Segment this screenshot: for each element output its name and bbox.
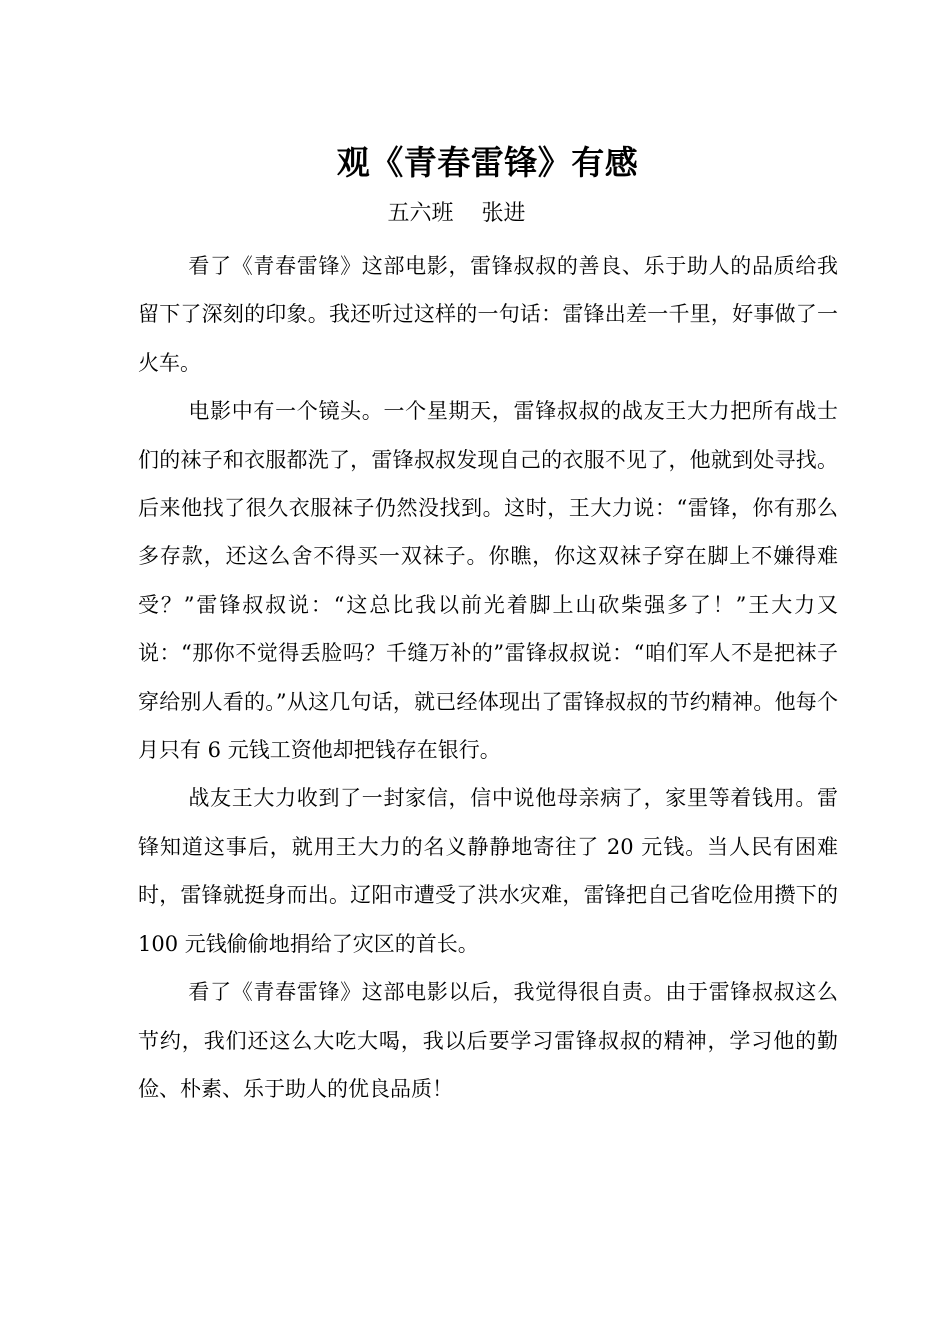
essay-body — [138, 242, 838, 1113]
paragraph-1: 看了《青春雷锋》这部电影，雷锋叔叔的善良、乐于助人的品质给我留下了深刻的印象。我还听过这样的一句话：雷锋出差一千里，好事做了一火车。 — [138, 254, 838, 375]
author-line: 五六班 张进 — [387, 201, 526, 226]
paragraph-3: 战友王大力收到了一封家信，信中说他母亲病了，家里等着钱用。雷锋知道这事后，就用王大力的名义静静地寄往了 20 元钱。当人民有困难时，雷锋就挺身而出。辽阳市遭受了洪水灾难，雷锋把自己省吃俭用攒下的 100 元钱偷偷地捐给了灾区的首长。 — [138, 786, 838, 956]
paragraph-4: 看了《青春雷锋》这部电影以后，我觉得很自责。由于雷锋叔叔这么节约，我们还这么大吃大喝，我以后要学习雷锋叔叔的精神，学习他的勤俭、朴素、乐于助人的优良品质！ — [138, 980, 838, 1101]
paragraph-2: 电影中有一个镜头。一个星期天，雷锋叔叔的战友王大力把所有战士们的袜子和衣服都洗了，雷锋叔叔发现自己的衣服不见了，他就到处寻找。后来他找了很久衣服袜子仍然没找到。这时，王大力说：“雷锋，你有那么多存款，还这么舍不得买一双袜子。你瞧，你这双袜子穿在脚上不嫌得难受？”雷锋叔叔说：“这总比我以前光着脚上山砍柴强多了！”王大力又说：“那你不觉得丢脸吗？千缝万补的”雷锋叔叔说：“咱们军人不是把袜子穿给别人看的。”从这几句话，就已经体现出了雷锋叔叔的节约精神。他每个月只有 6 元钱工资他却把钱存在银行。 — [138, 399, 838, 763]
document-title: 观《青春雷锋》有感 — [336, 143, 639, 182]
